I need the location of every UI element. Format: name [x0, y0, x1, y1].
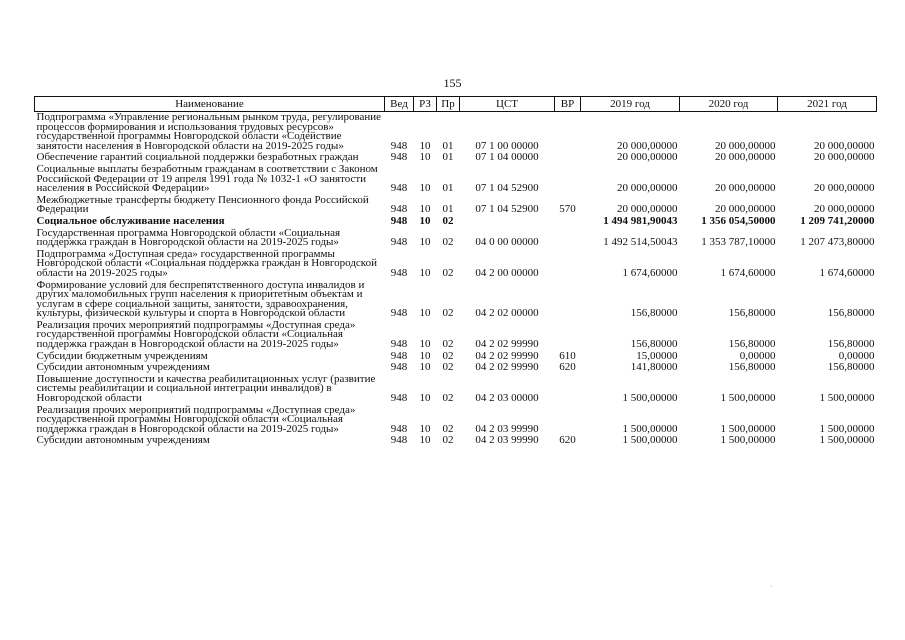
cell-y2019: 15,00000 — [636, 349, 678, 362]
cell-y2019: 1 494 981,90043 — [603, 214, 678, 227]
cell-y2020: 20 000,00000 — [715, 203, 776, 216]
cell-cst: 04 2 03 00000 — [475, 392, 539, 405]
cell-rz: 10 — [419, 266, 431, 279]
cell-vr — [555, 405, 581, 436]
header-2019: 2019 год — [581, 97, 680, 112]
cell-ved: 948 — [390, 434, 408, 447]
cell-y2019: 141,80000 — [630, 361, 678, 374]
cell-name: Социальное обслуживание населения — [36, 214, 225, 227]
cell-y2021: 1 500,00000 — [819, 422, 875, 435]
cell-y2021: 1 207 473,80000 — [800, 236, 875, 249]
cell-y2021: 1 500,00000 — [819, 392, 875, 405]
cell-pr: 02 — [442, 307, 454, 320]
cell-vr: 570 — [559, 203, 576, 216]
cell-y2020: 1 674,60000 — [720, 266, 776, 279]
cell-y2021: 1 500,00000 — [819, 434, 875, 447]
cell-y2019: 20 000,00000 — [617, 182, 678, 195]
cell-vr — [555, 320, 581, 351]
cell-y2021: 1 674,60000 — [819, 266, 875, 279]
cell-vr — [555, 112, 581, 153]
cell-y2019: 1 500,00000 — [622, 392, 678, 405]
cell-cst: 07 1 04 52900 — [475, 203, 539, 216]
cell-pr: 02 — [442, 266, 454, 279]
cell-name: Государственная программа Новгородской области «Социальная поддержка граждан в Новгородской области на 2019-2025 годы» — [36, 226, 341, 249]
cell-y2019: 1 500,00000 — [622, 422, 678, 435]
cell-y2021: 1 209 741,20000 — [800, 214, 875, 227]
cell-y2020: 156,80000 — [728, 307, 776, 320]
cell-pr: 02 — [442, 349, 454, 362]
cell-name: Реализация прочих мероприятий подпрограммы «Доступная среда» государственной программы Новгородской области «Социальная поддержка граждан в Новгородской области на 2019-2025 годы» — [36, 318, 356, 351]
table-row — [35, 164, 877, 195]
cell-y2021: 20 000,00000 — [814, 203, 875, 216]
cell-vr: 610 — [559, 349, 576, 362]
cell-vr: 620 — [559, 434, 576, 447]
table-row — [35, 374, 877, 405]
cell-pr: 02 — [442, 434, 454, 447]
cell-cst: 04 2 02 99990 — [475, 338, 539, 351]
cell-pr: 01 — [442, 182, 454, 195]
cell-pr: 01 — [442, 139, 454, 152]
cell-name: Повышение доступности и качества реабилитационных услуг (развитие системы реабилитации и социальной интеграции инвалидов) в Новгородской области — [36, 372, 376, 405]
cell-name: Формирование условий для беспрепятственного доступа инвалидов и других маломобильных групп населения к приоритетным объектам и услугам в сфере социальной защиты, занятости, здравоохранения, культуры, физической культуры и спорта в Новгородской области — [36, 278, 365, 320]
cell-cst: 04 2 02 99990 — [475, 349, 539, 362]
cell-rz: 10 — [419, 422, 431, 435]
table-row — [35, 195, 877, 216]
cell-name: Субсидии автономным учреждениям — [36, 434, 210, 447]
cell-y2020: 20 000,00000 — [715, 151, 776, 164]
cell-y2020: 1 356 054,50000 — [701, 214, 776, 227]
table-row — [35, 405, 877, 436]
cell-y2021: 0,00000 — [838, 349, 875, 362]
cell-name: Реализация прочих мероприятий подпрограммы «Доступная среда» государственной программы Новгородской области «Социальная поддержка граждан в Новгородской области на 2019-2025 годы» — [36, 403, 356, 435]
cell-rz: 10 — [419, 307, 431, 320]
cell-vr: 620 — [559, 361, 576, 374]
cell-pr: 02 — [442, 338, 454, 351]
budget-table — [34, 96, 877, 447]
cell-ved: 948 — [390, 151, 408, 164]
cell-rz: 10 — [419, 349, 431, 362]
cell-pr: 02 — [442, 214, 454, 227]
cell-y2020: 1 500,00000 — [720, 422, 776, 435]
cell-cst: 04 2 00 00000 — [475, 266, 539, 279]
cell-ved: 948 — [390, 307, 408, 320]
cell-cst: 07 1 04 52900 — [475, 182, 539, 195]
cell-rz: 10 — [419, 151, 431, 164]
cell-ved: 948 — [390, 392, 408, 405]
header-ved: Вед — [385, 97, 414, 112]
cell-y2019: 156,80000 — [630, 338, 678, 351]
cell-y2021: 20 000,00000 — [814, 182, 875, 195]
cell-rz: 10 — [419, 392, 431, 405]
cell-rz: 10 — [419, 236, 431, 249]
cell-name: Межбюджетные трансферты бюджету Пенсионного фонда Российской Федерации — [36, 193, 369, 216]
header-2020: 2020 год — [680, 97, 778, 112]
cell-vr — [555, 164, 581, 195]
cell-y2019: 1 492 514,50043 — [603, 236, 678, 249]
table-body — [35, 112, 877, 448]
header-cst: ЦСТ — [460, 97, 555, 112]
cell-y2020: 156,80000 — [728, 361, 776, 374]
table-row — [35, 280, 877, 320]
cell-name: Подпрограмма «Управление региональным рынком труда, регулирование процессов формирования и использования трудовых ресурсов» государственной программы Новгородской области «Содействие занятости населения в Новгородской области на 2019-2025 годы» — [36, 111, 382, 152]
cell-y2019: 20 000,00000 — [617, 139, 678, 152]
cell-ved: 948 — [390, 203, 408, 216]
cell-y2020: 1 353 787,10000 — [701, 236, 776, 249]
cell-y2021: 156,80000 — [827, 307, 875, 320]
cell-cst: 04 0 00 00000 — [475, 236, 539, 249]
cell-ved: 948 — [390, 349, 408, 362]
cell-ved: 948 — [390, 182, 408, 195]
cell-pr: 02 — [442, 422, 454, 435]
page-number: 155 — [443, 76, 462, 90]
cell-ved: 948 — [390, 422, 408, 435]
table-header-row — [35, 97, 877, 112]
cell-rz: 10 — [419, 214, 431, 227]
cell-cst: 04 2 02 99990 — [475, 361, 539, 374]
cell-vr — [555, 280, 581, 320]
cell-y2019: 20 000,00000 — [617, 151, 678, 164]
scan-mark: · — [770, 582, 773, 591]
cell-rz: 10 — [419, 182, 431, 195]
cell-cst — [460, 216, 555, 228]
cell-ved: 948 — [390, 266, 408, 279]
cell-y2020: 20 000,00000 — [715, 139, 776, 152]
cell-cst: 04 2 03 99990 — [475, 422, 539, 435]
cell-name: Социальные выплаты безработным гражданам в соответствии с Законом Российской Федерации от 19 апреля 1991 года № 1032-1 «О занятости населения в Российской Федерации» — [36, 162, 378, 195]
cell-y2019: 20 000,00000 — [617, 203, 678, 216]
cell-y2020: 1 500,00000 — [720, 434, 776, 447]
table-row — [35, 249, 877, 280]
cell-cst: 04 2 02 00000 — [475, 307, 539, 320]
cell-vr — [555, 374, 581, 405]
cell-rz: 10 — [419, 434, 431, 447]
header-rz: РЗ — [414, 97, 437, 112]
cell-name: Обеспечение гарантий социальной поддержки безработных граждан — [36, 151, 359, 164]
cell-rz: 10 — [419, 338, 431, 351]
cell-name: Подпрограмма «Доступная среда» государственной программы Новгородской области «Социальная поддержка граждан в Новгородской области на 2019-2025 годы» — [36, 247, 377, 279]
cell-pr: 01 — [442, 203, 454, 216]
table-row — [35, 112, 877, 153]
cell-ved: 948 — [390, 214, 408, 227]
header-pr: Пр — [437, 97, 460, 112]
cell-y2020: 156,80000 — [728, 338, 776, 351]
cell-vr — [555, 228, 581, 249]
cell-vr — [555, 249, 581, 280]
cell-y2019: 1 500,00000 — [622, 434, 678, 447]
cell-vr — [555, 152, 581, 164]
cell-y2019: 156,80000 — [630, 307, 678, 320]
cell-vr — [555, 216, 581, 228]
cell-cst: 04 2 03 99990 — [475, 434, 539, 447]
cell-ved: 948 — [390, 338, 408, 351]
cell-y2020: 1 500,00000 — [720, 392, 776, 405]
cell-ved: 948 — [390, 139, 408, 152]
cell-name: Субсидии автономным учреждениям — [36, 361, 210, 374]
cell-pr: 01 — [442, 151, 454, 164]
cell-cst: 07 1 04 00000 — [475, 151, 539, 164]
table-row — [35, 216, 877, 228]
table-row — [35, 228, 877, 249]
cell-rz: 10 — [419, 139, 431, 152]
cell-y2019: 1 674,60000 — [622, 266, 678, 279]
cell-rz: 10 — [419, 361, 431, 374]
cell-ved: 948 — [390, 236, 408, 249]
table-row — [35, 435, 877, 447]
cell-ved: 948 — [390, 361, 408, 374]
cell-y2021: 156,80000 — [827, 338, 875, 351]
cell-pr: 02 — [442, 361, 454, 374]
header-name: Наименование — [35, 97, 385, 112]
cell-rz: 10 — [419, 203, 431, 216]
cell-cst: 07 1 00 00000 — [475, 139, 539, 152]
header-vr: ВР — [555, 97, 581, 112]
cell-y2020: 0,00000 — [739, 349, 776, 362]
cell-y2021: 20 000,00000 — [814, 139, 875, 152]
header-2021: 2021 год — [778, 97, 877, 112]
cell-y2020: 20 000,00000 — [715, 182, 776, 195]
table-row — [35, 320, 877, 351]
cell-y2021: 156,80000 — [827, 361, 875, 374]
cell-name: Субсидии бюджетным учреждениям — [36, 349, 208, 362]
cell-pr: 02 — [442, 236, 454, 249]
cell-pr: 02 — [442, 392, 454, 405]
cell-y2021: 20 000,00000 — [814, 151, 875, 164]
